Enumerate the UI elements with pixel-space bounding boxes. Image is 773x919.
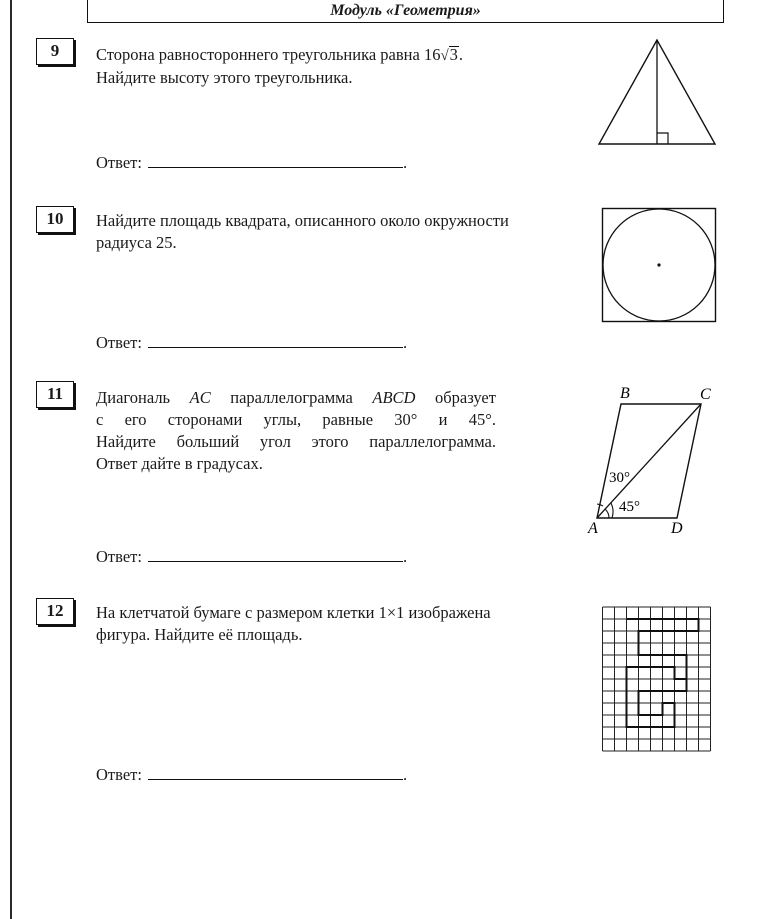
problem-9-statement: Сторона равностороннего треугольника равна 16 (96, 45, 441, 64)
vertex-d-label: D (671, 520, 683, 537)
section-header: Модуль «Геометрия» (87, 0, 724, 23)
problem-12-answer-row (96, 765, 407, 785)
problem-number-10: 10 (36, 206, 74, 233)
word: параллелограмма (230, 388, 353, 407)
problem-9-answer-row (96, 153, 407, 173)
grid-figure (596, 602, 718, 757)
vertex-a-label: A (588, 520, 598, 537)
problem-11-answer-row (96, 547, 407, 567)
problem-number-11: 11 (36, 381, 74, 408)
grid-lines (603, 607, 711, 751)
word: Диагональ (96, 388, 171, 407)
problem-11-answer-field[interactable] (148, 547, 403, 562)
angle-30-label: 30° (609, 470, 630, 486)
answer-label: Ответ: (96, 153, 142, 172)
problem-11-line-1 (96, 387, 496, 409)
answer-period: . (402, 153, 408, 172)
parallelogram-name: ABCD (372, 388, 416, 407)
answer-label: Ответ: (96, 547, 142, 566)
problem-10-line-1: Найдите площадь квадрата, описанного около окружности (96, 211, 509, 230)
sqrt-sign: √ (440, 48, 449, 64)
problem-11-line-2: с его сторонами углы, равные 30° и 45°. (96, 410, 496, 429)
answer-period: . (402, 765, 408, 784)
answer-label: Ответ: (96, 333, 142, 352)
problem-10-answer-field[interactable] (148, 333, 403, 348)
problem-12-line-2: фигура. Найдите её площадь. (96, 625, 303, 644)
problem-10-line-2: радиуса 25. (96, 233, 177, 252)
problem-9-line-2: Найдите высоту этого треугольника. (96, 68, 353, 87)
diagonal-name: AC (189, 388, 211, 407)
page-left-edge (10, 0, 12, 919)
answer-label: Ответ: (96, 765, 142, 784)
angle-45-label: 45° (619, 499, 640, 515)
vertex-c-label: C (700, 386, 711, 403)
answer-period: . (402, 547, 408, 566)
problem-12-line-1: На клетчатой бумаге с размером клетки 1×1 изображена (96, 603, 491, 622)
problem-9-period: . (458, 45, 464, 64)
problem-number-12: 12 (36, 598, 74, 625)
problem-9-answer-field[interactable] (148, 153, 403, 168)
square-with-circle-figure (601, 207, 718, 323)
problem-9-line-1 (96, 44, 536, 67)
vertex-b-label: B (620, 385, 630, 402)
parallelogram-figure (585, 383, 725, 538)
answer-period: . (402, 333, 408, 352)
word: образует (434, 388, 496, 407)
problem-12-answer-field[interactable] (148, 765, 403, 780)
problem-11-line-4: Ответ дайте в градусах. (96, 454, 263, 473)
problem-9-radicand: 3 (449, 45, 458, 64)
problem-number-9: 9 (36, 38, 74, 65)
problem-11-line-3: Найдите больший угол этого параллелограмма. (96, 432, 496, 451)
problem-11-text (96, 387, 496, 475)
problem-10-text (96, 210, 571, 254)
problem-10-answer-row (96, 333, 407, 353)
problem-9-text (96, 44, 536, 89)
equilateral-triangle-figure (596, 38, 718, 148)
problem-12-text (96, 602, 568, 646)
